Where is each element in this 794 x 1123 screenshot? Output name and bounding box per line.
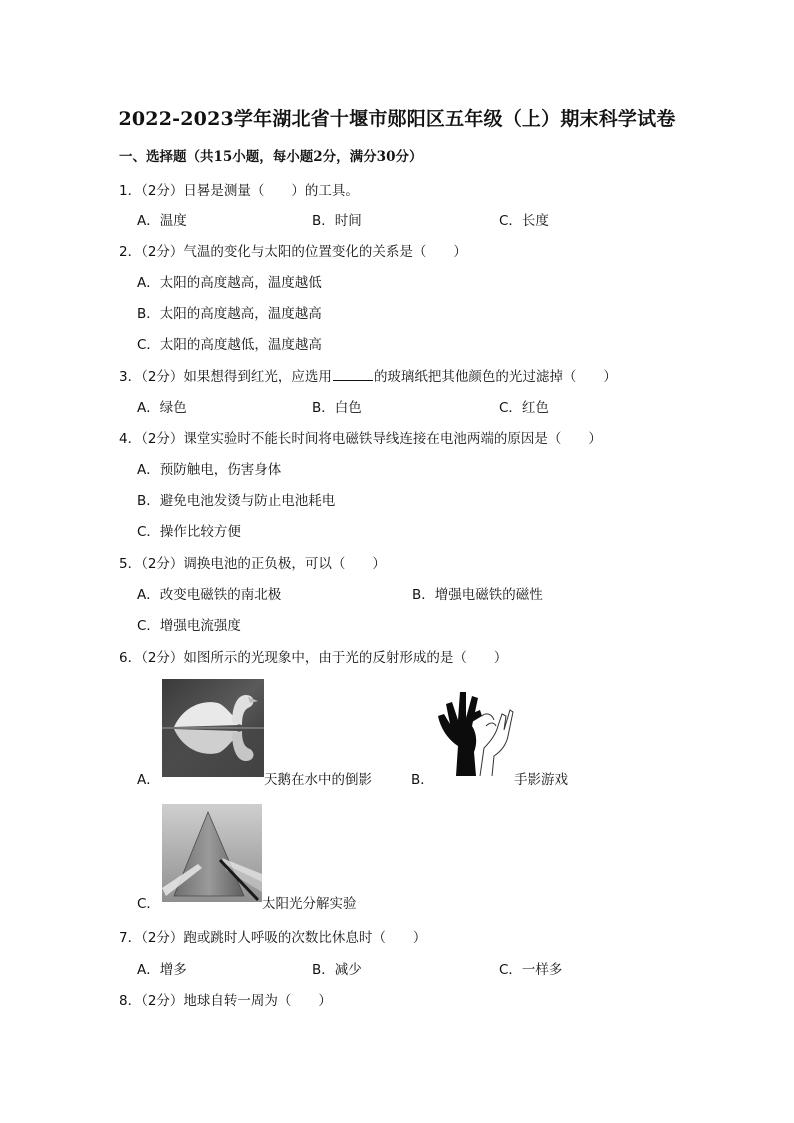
question-6-option-a[interactable]: A． (137, 772, 160, 788)
question-4-option-b[interactable]: B．避免电池发烫与防止电池耗电 (137, 493, 336, 509)
question-4-option-a[interactable]: A．预防触电，伤害身体 (137, 462, 282, 478)
question-5-option-a[interactable]: A．改变电磁铁的南北极 (137, 587, 282, 603)
hand-shadow-image (436, 686, 514, 778)
question-5-option-b[interactable]: B．增强电磁铁的磁性 (412, 587, 543, 603)
swan-reflection-image (162, 679, 264, 777)
question-6-option-a-caption: 天鹅在水中的倒影 (264, 772, 372, 788)
question-3-stem-after: 的玻璃纸把其他颜色的光过滤掉（ ） (373, 369, 617, 385)
question-2-stem: 2．（2分）气温的变化与太阳的位置变化的关系是（ ） (119, 244, 467, 260)
exam-title: 2022-2023学年湖北省十堰市郧阳区五年级（上）期末科学试卷 (118, 108, 676, 130)
question-5-stem: 5．（2分）调换电池的正负极，可以（ ） (119, 556, 386, 572)
swan-reflection-illustration (162, 679, 264, 777)
question-3-stem-before: 3．（2分）如果想得到红光，应选用 (119, 369, 332, 385)
question-1-option-b[interactable]: B．时间 (312, 213, 362, 229)
section-heading: 一、选择题（共15小题，每小题2分，满分30分） (119, 149, 423, 165)
question-4-option-c[interactable]: C．操作比较方便 (137, 524, 241, 540)
question-6-stem: 6．（2分）如图所示的光现象中，由于光的反射形成的是（ ） (119, 650, 508, 666)
question-3-option-b[interactable]: B．白色 (312, 400, 362, 416)
question-7-option-c[interactable]: C．一样多 (499, 962, 563, 978)
question-6-option-b[interactable]: B． (411, 772, 434, 788)
question-1-option-c[interactable]: C．长度 (499, 213, 549, 229)
question-7-option-a[interactable]: A．增多 (137, 962, 187, 978)
question-1-stem: 1．（2分）日晷是测量（ ）的工具。 (119, 183, 359, 199)
question-1-option-a[interactable]: A．温度 (137, 213, 187, 229)
question-7-option-b[interactable]: B．减少 (312, 962, 362, 978)
hand-shadow-illustration (436, 686, 514, 778)
question-4-stem: 4．（2分）课堂实验时不能长时间将电磁铁导线连接在电池两端的原因是（ ） (119, 431, 602, 447)
question-2-option-c[interactable]: C．太阳的高度越低，温度越高 (137, 337, 322, 353)
prism-dispersion-illustration (162, 804, 262, 902)
question-2-option-a[interactable]: A．太阳的高度越高，温度越低 (137, 275, 322, 291)
fill-in-blank (333, 368, 373, 381)
question-5-option-c[interactable]: C．增强电流强度 (137, 618, 241, 634)
question-7-stem: 7．（2分）跑或跳时人呼吸的次数比休息时（ ） (119, 930, 427, 946)
question-3-stem (119, 365, 617, 385)
prism-image (162, 804, 262, 902)
question-3-option-c[interactable]: C．红色 (499, 400, 549, 416)
question-2-option-b[interactable]: B．太阳的高度越高，温度越高 (137, 306, 322, 322)
question-3-option-a[interactable]: A．绿色 (137, 400, 187, 416)
question-6-option-c-caption: 太阳光分解实验 (262, 896, 357, 912)
question-6-option-b-caption: 手影游戏 (514, 772, 568, 788)
question-6-option-c[interactable]: C． (137, 896, 160, 912)
question-8-stem: 8．（2分）地球自转一周为（ ） (119, 993, 332, 1009)
